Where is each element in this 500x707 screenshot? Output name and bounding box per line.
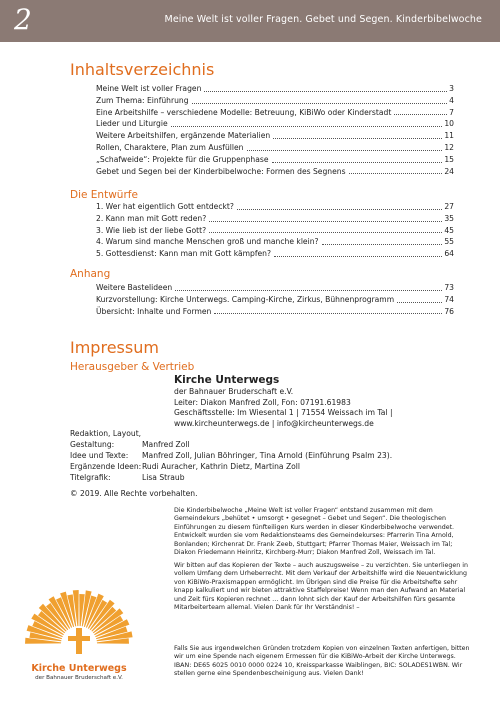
toc-list-entwuerfe [96, 201, 454, 260]
toc-entry-title: Kurzvorstellung: Kirche Unterwegs. Camping-Kirche, Zirkus, Bühnenprogramm [96, 294, 395, 304]
credit-label: Titelgrafik: [70, 473, 111, 482]
toc-main-entry [96, 95, 454, 107]
section-heading-entwuerfe: Die Entwürfe [70, 189, 138, 201]
toc-entry-page: 12 [444, 142, 454, 152]
toc-leader-dots [171, 126, 443, 127]
toc-entry-title: Meine Welt ist voller Fragen [96, 84, 202, 93]
paragraph-copy-notice: Wir bitten auf das Kopieren der Texte – auch auszugsweise – zu verzichten. Sie unterliegen in vollem Umfang dem Urheberrecht. Mit dem Verkauf der Arbeitshilfe wird die Neuentwicklung von KiBiWo-Praxismappen ermöglicht. Im Übrigen sind die Preise für die Arbeitshefte sehr knapp kalkuliert und wir bieten attraktive Staffelpreise! Wenn man den Aufwand an Material und Zeit fürs Kopieren rechnet … dann lohnt sich der Kauf der Arbeitshilfen fürs gesamte Mitarbeiterteam allemal. Vielen Dank für Ihr Verständnis! – [174, 562, 468, 612]
toc-entry-title: 3. Wie lieb ist der liebe Gott? [96, 225, 207, 235]
credit-label: Idee und Texte: [70, 451, 129, 460]
toc-entry-page: 7 [449, 107, 454, 117]
toc-entry-title: 4. Warum sind manche Menschen groß und manche klein? [96, 237, 319, 247]
toc-main-entry [96, 166, 454, 178]
toc-main-entry [96, 130, 454, 142]
toc-entry-page: 76 [444, 306, 454, 316]
toc-entwuerfe-entry [96, 236, 454, 248]
toc-entry-page: 64 [444, 249, 454, 259]
toc-heading: Inhaltsverzeichnis [70, 60, 215, 79]
kirche-unterwegs-logo [14, 566, 144, 670]
toc-leader-dots [204, 91, 447, 92]
toc-entry-page: 35 [444, 213, 454, 223]
toc-leader-dots [322, 244, 443, 245]
toc-entry-page: 24 [444, 166, 454, 176]
toc-leader-dots [247, 150, 443, 151]
credit-row [70, 461, 400, 472]
toc-main-entry [96, 142, 454, 154]
credit-row [70, 472, 400, 483]
toc-entwuerfe-entry [96, 213, 454, 225]
toc-entry-title: Gebet und Segen bei der Kinderbibelwoche: Formen des Segnens [96, 166, 346, 176]
toc-entry-title: „Schafweide“: Projekte für die Gruppenphase [96, 154, 269, 164]
toc-entry-page: 15 [444, 154, 454, 164]
credit-row [70, 428, 400, 439]
toc-leader-dots [349, 173, 443, 174]
logo-subtitle: der Bahnauer Bruderschaft e.V. [35, 675, 123, 681]
impressum-heading: Impressum [70, 338, 159, 357]
toc-entry-title: Zum Thema: Einführung [96, 95, 189, 105]
credit-label: Ergänzende Ideen: [70, 462, 142, 471]
page-number: 2 [14, 3, 32, 36]
credit-value: Manfred Zoll, Julian Böhringer, Tina Arnold (Einführung Psalm 23). [142, 451, 393, 460]
paragraph-origin: Die Kinderbibelwoche „Meine Welt ist voller Fragen“ entstand zusammen mit dem Gemeindekurs „behütet • umsorgt • gesegnet – Gebet und Segen“. Die theologischen Einführungen zu diesem fünfteiligen Kurs werden in dieser Kinderbibelwoche verwendet. Entwickelt wurden sie vom Redaktionsteams des Gemeindekurses: Pfarrerin Tina Arnold, Bonlanden; Kirchenrat Dr. Frank Zeeb, Stuttgart; Pfarrer Thomas Maier, Weissach im Tal; Diakon Friedemann Heinritz, Kirchberg-Murr; Diakon Manfred Zoll, Weissach im Tal. [174, 507, 455, 557]
toc-main-entry [96, 107, 454, 119]
publisher-leader: Leiter: Diakon Manfred Zoll, Fon: 07191.61983 [174, 397, 351, 407]
toc-leader-dots [237, 209, 442, 210]
toc-entry-title: Lieder und Liturgie [96, 119, 168, 129]
toc-entry-page: 74 [444, 294, 454, 304]
toc-leader-dots [272, 162, 443, 163]
toc-entry-title: 2. Kann man mit Gott reden? [96, 213, 207, 223]
credit-value: Lisa Straub [142, 473, 185, 482]
toc-list-main [96, 83, 454, 177]
toc-entwuerfe-entry [96, 248, 454, 260]
paragraph-donation: Falls Sie aus irgendwelchen Gründen trotzdem Kopien von einzelnen Texten anfertigen, bitten wir um eine Spende nach eigenem Ermessen für die KiBiWo-Arbeit der Kirche Unterwegs. IBAN: DE65 6025 0010 0000 0224 10, Kreissparkasse Waiblingen, BIC: SOLADES1WBN. Wir stellen gerne eine Spendenbescheinigung aus. Vielen Dank! [174, 645, 470, 678]
toc-main-entry [96, 154, 454, 166]
credit-label: Gestaltung: [70, 440, 115, 449]
toc-entry-page: 10 [444, 119, 454, 129]
toc-anhang-entry [96, 294, 454, 306]
header-title: Meine Welt ist voller Fragen. Gebet und Segen. Kinderbibelwoche [164, 14, 482, 25]
toc-entry-page: 4 [449, 95, 454, 105]
toc-leader-dots [397, 302, 442, 303]
credit-row [70, 439, 400, 450]
toc-main-entry [96, 118, 454, 130]
credit-row [70, 450, 400, 461]
toc-anhang-entry [96, 282, 454, 294]
publisher-subname: der Bahnauer Bruderschaft e.V. [174, 387, 294, 396]
toc-entry-page: 27 [444, 202, 454, 211]
toc-entry-title: 5. Gottesdienst: Kann man mit Gott kämpfen? [96, 249, 272, 259]
logo-name: Kirche Unterwegs [31, 663, 127, 674]
toc-list-anhang [96, 282, 454, 317]
credit-value: Manfred Zoll [142, 440, 190, 449]
publisher-name: Kirche Unterwegs [174, 374, 280, 386]
credits-list [70, 428, 400, 483]
toc-entry-title: Eine Arbeitshilfe – verschiedene Modelle: Betreuung, KiBiWo oder Kinderstadt [96, 107, 392, 117]
toc-leader-dots [273, 138, 442, 139]
toc-leader-dots [209, 221, 442, 222]
section-heading-anhang: Anhang [70, 268, 111, 280]
toc-entry-page: 3 [449, 84, 454, 93]
publisher-block [174, 374, 474, 429]
toc-main-entry [96, 83, 454, 95]
toc-entry-title: Weitere Bastelideen [96, 283, 173, 292]
toc-entry-page: 11 [444, 131, 454, 141]
toc-entwuerfe-entry [96, 201, 454, 213]
toc-entry-page: 73 [444, 283, 454, 292]
toc-entry-page: 45 [444, 225, 454, 235]
toc-entry-title: Weitere Arbeitshilfen, ergänzende Materialien [96, 131, 271, 141]
toc-leader-dots [394, 114, 447, 115]
toc-entry-title: Übersicht: Inhalte und Formen [96, 306, 212, 316]
toc-leader-dots [214, 313, 442, 314]
copyright: © 2019. Alle Rechte vorbehalten. [70, 489, 198, 498]
toc-entwuerfe-entry [96, 225, 454, 237]
publisher-web: www.kircheunterwegs.de | info@kircheunterwegs.de [174, 418, 374, 428]
credit-label: Redaktion, Layout, [70, 429, 142, 438]
toc-entry-title: Rollen, Charaktere, Plan zum Ausfüllen [96, 142, 244, 152]
toc-leader-dots [209, 232, 442, 233]
publisher-subheading: Herausgeber & Vertrieb [70, 361, 195, 373]
publisher-address: Geschäftsstelle: Im Wiesental 1 | 71554 Weissach im Tal | [174, 408, 393, 417]
toc-leader-dots [274, 256, 442, 257]
toc-entry-title: 1. Wer hat eigentlich Gott entdeckt? [96, 202, 234, 211]
credit-value: Rudi Auracher, Kathrin Dietz, Martina Zoll [142, 462, 301, 471]
cross-horizontal [68, 636, 90, 641]
toc-entry-page: 55 [444, 237, 454, 247]
toc-anhang-entry [96, 306, 454, 318]
toc-leader-dots [192, 103, 448, 104]
toc-leader-dots [175, 290, 442, 291]
page-header [0, 0, 500, 42]
credit-value [142, 428, 400, 439]
